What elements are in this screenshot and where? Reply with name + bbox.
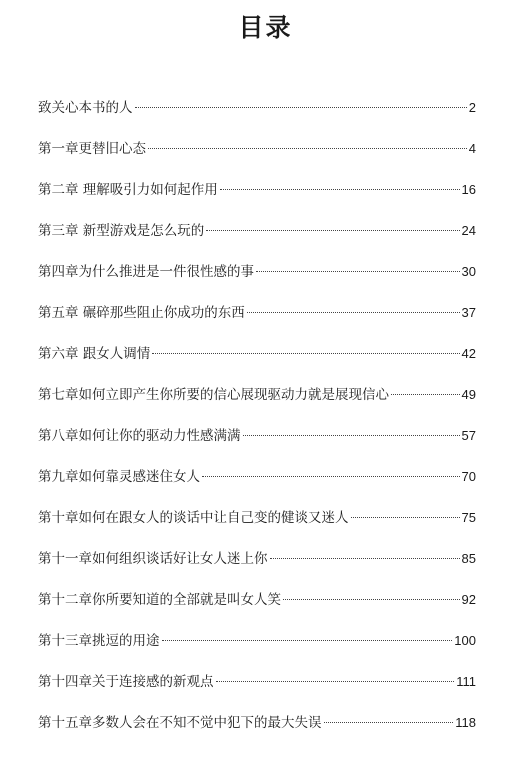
toc-entry[interactable] [38,137,476,178]
toc-entry-title: 第十二章你所要知道的全部就是叫女人笑 [38,592,281,608]
toc-entry-page-number: 42 [461,346,476,361]
toc-entry-title: 第十三章挑逗的用途 [38,633,160,649]
toc-entry-title: 第九章如何靠灵感迷住女人 [38,469,200,485]
dot-leader [202,476,460,477]
dot-leader [216,681,455,682]
toc-entry[interactable] [38,178,476,219]
toc-entry-title: 第四章为什么推进是一件很性感的事 [38,264,254,280]
dot-leader [135,107,467,108]
toc-entry-title: 第十四章关于连接感的新观点 [38,674,214,690]
toc-entry-title: 第一章更替旧心态 [38,141,146,157]
toc-entry-page-number: 37 [461,305,476,320]
toc-entry-title: 第十五章多数人会在不知不觉中犯下的最大失误 [38,715,322,731]
dot-leader [243,435,460,436]
page-title: 目录 [238,13,293,42]
toc-entry-page-number: 111 [456,674,476,689]
toc-entry-page-number: 4 [468,141,476,156]
toc-entry-page-number: 2 [468,100,476,115]
toc-entry[interactable] [38,711,476,752]
dot-leader [270,558,460,559]
dot-leader [206,230,459,231]
toc-entry-page-number: 49 [461,387,476,402]
dot-leader [391,394,460,395]
toc-entry[interactable] [38,547,476,588]
dot-leader [162,640,453,641]
dot-leader [247,312,460,313]
toc-entry-title: 第十一章如何组织谈话好让女人迷上你 [38,551,268,567]
toc-entry[interactable] [38,383,476,424]
toc-entry-title: 第三章 新型游戏是怎么玩的 [38,223,205,239]
toc-entry[interactable] [38,424,476,465]
toc-entry[interactable] [38,588,476,629]
toc-entry[interactable] [38,301,476,342]
toc-entry[interactable] [38,465,476,506]
dot-leader [220,189,460,190]
toc-entry[interactable] [38,506,476,547]
toc-entry-title: 第五章 碾碎那些阻止你成功的东西 [38,305,245,321]
toc-entry-page-number: 92 [461,592,476,607]
toc-entry[interactable] [38,260,476,301]
toc-entry-page-number: 16 [461,182,476,197]
toc-entry-title: 致关心本书的人 [38,100,133,116]
table-of-contents [38,96,476,752]
toc-entry[interactable] [38,629,476,670]
toc-entry-page-number: 30 [461,264,476,279]
dot-leader [256,271,460,272]
toc-entry-page-number: 70 [461,469,476,484]
toc-entry-page-number: 57 [461,428,476,443]
dot-leader [283,599,460,600]
dot-leader [152,353,459,354]
toc-entry[interactable] [38,219,476,260]
toc-entry-title: 第六章 跟女人调情 [38,346,151,362]
toc-entry[interactable] [38,342,476,383]
toc-entry-title: 第八章如何让你的驱动力性感满满 [38,428,241,444]
toc-entry-title: 第七章如何立即产生你所要的信心展现驱动力就是展现信心 [38,387,389,403]
toc-entry-page-number: 118 [455,715,476,730]
toc-entry-page-number: 24 [461,223,476,238]
dot-leader [324,722,454,723]
toc-entry-page-number: 100 [454,633,476,648]
toc-entry[interactable] [38,96,476,137]
toc-entry-title: 第二章 理解吸引力如何起作用 [38,182,218,198]
dot-leader [351,517,460,518]
toc-entry[interactable] [38,670,476,711]
toc-entry-page-number: 75 [461,510,476,525]
toc-entry-page-number: 85 [461,551,476,566]
dot-leader [148,148,467,149]
toc-entry-title: 第十章如何在跟女人的谈话中让自己变的健谈又迷人 [38,510,349,526]
